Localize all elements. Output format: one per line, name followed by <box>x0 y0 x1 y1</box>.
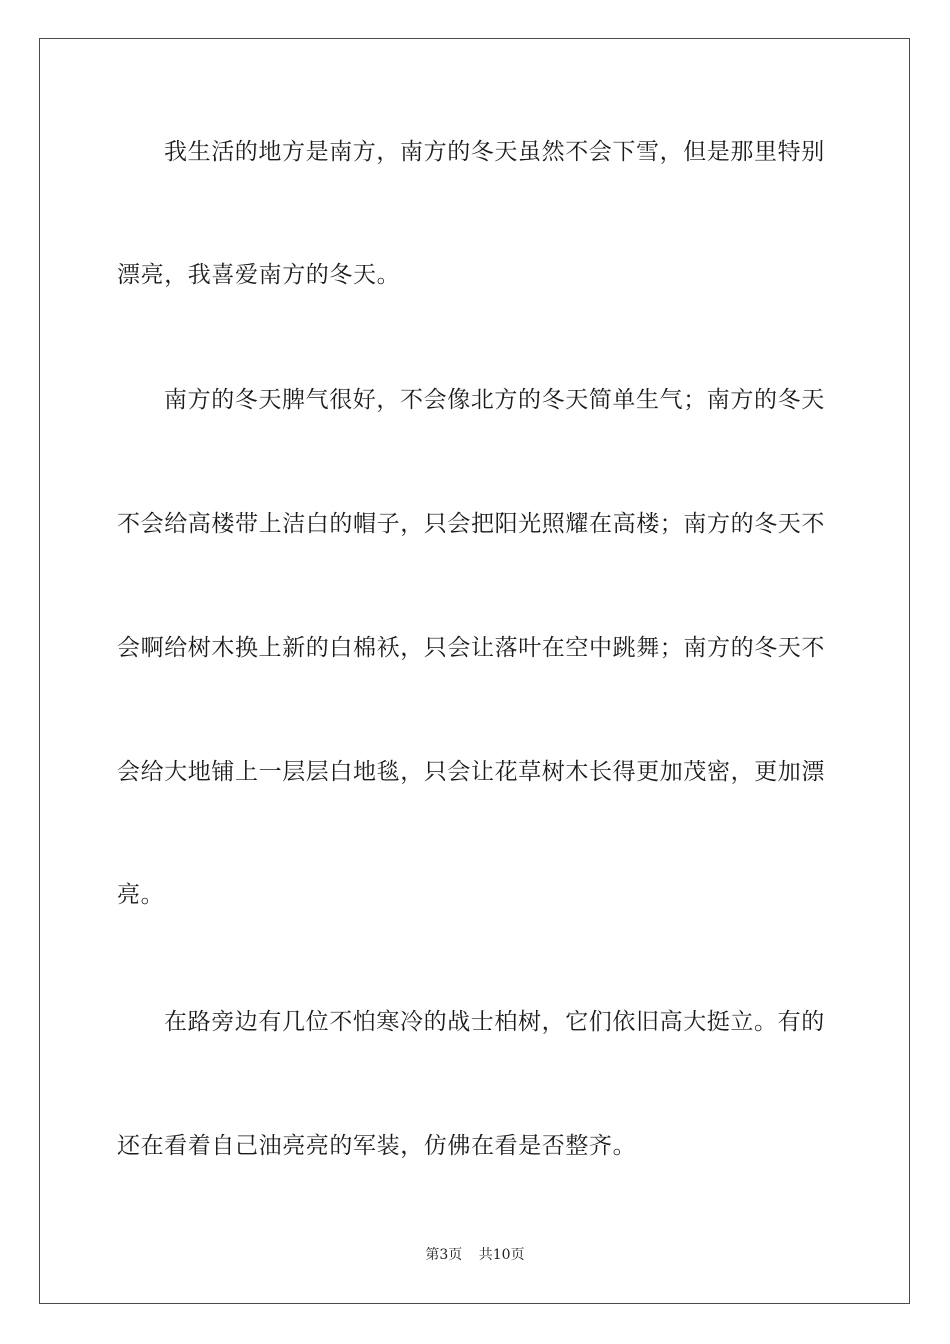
page-border <box>39 38 910 1304</box>
page-number: 第3页 <box>425 1247 463 1263</box>
paragraph-1-line-2: 漂亮，我喜爱南方的冬天。 <box>117 262 401 288</box>
paragraph-1-line-1: 我生活的地方是南方，南方的冬天虽然不会下雪，但是那里特别 <box>164 139 825 165</box>
paragraph-2-line-1: 南方的冬天脾气很好，不会像北方的冬天简单生气；南方的冬天 <box>164 387 825 413</box>
paragraph-2-line-3: 会啊给树木换上新的白棉袄，只会让落叶在空中跳舞；南方的冬天不 <box>117 635 825 661</box>
page-footer <box>0 1245 950 1265</box>
paragraph-2-line-2: 不会给高楼带上洁白的帽子，只会把阳光照耀在高楼；南方的冬天不 <box>117 511 825 537</box>
paragraph-3-line-2: 还在看着自己油亮亮的军装，仿佛在看是否整齐。 <box>117 1133 637 1159</box>
page-total: 共10页 <box>478 1247 525 1263</box>
paragraph-2-line-4: 会给大地铺上一层层白地毯，只会让花草树木长得更加茂密，更加漂 <box>117 759 825 785</box>
paragraph-3-line-1: 在路旁边有几位不怕寒冷的战士柏树，它们依旧高大挺立。有的 <box>164 1009 825 1035</box>
paragraph-2-line-5: 亮。 <box>117 882 165 908</box>
